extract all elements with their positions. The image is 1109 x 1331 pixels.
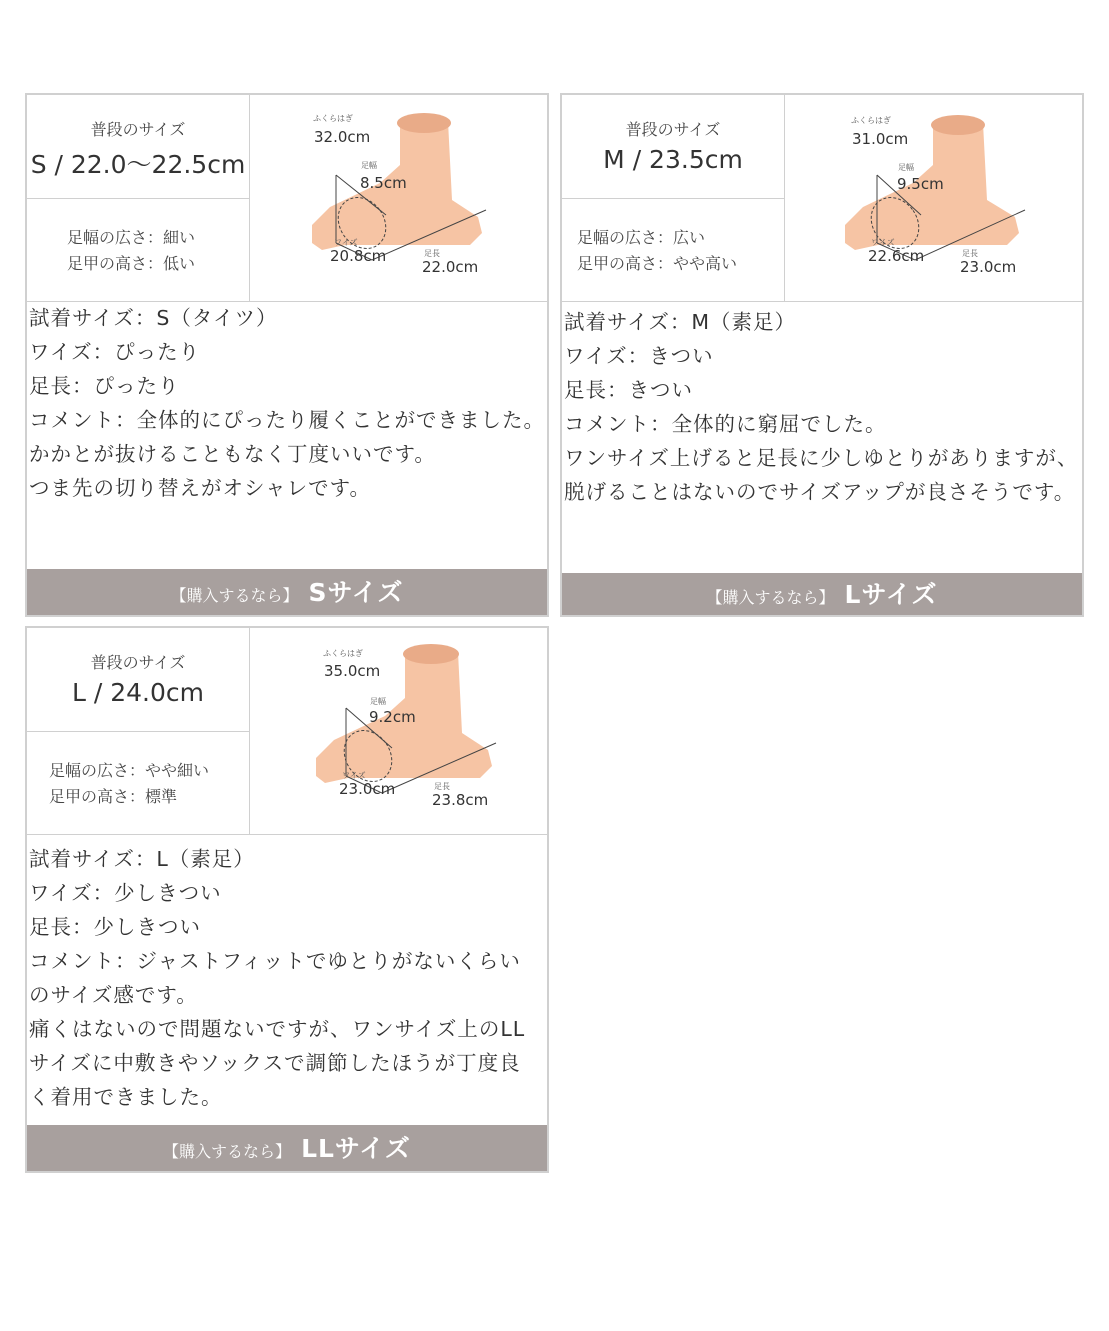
length-value: 23.8cm	[432, 791, 489, 809]
usual-size-box	[562, 95, 785, 199]
buy-prefix: 【購入するなら】	[706, 588, 835, 607]
buy-prefix: 【購入するなら】	[170, 586, 299, 605]
comment-line: 足長：少しきつい	[29, 915, 201, 939]
width-value: 9.5cm	[897, 175, 944, 193]
wise-label: ワイズ	[342, 771, 366, 780]
foot-diagram	[250, 95, 547, 301]
calf-value: 35.0cm	[324, 662, 381, 680]
review-comments	[29, 301, 547, 505]
usual-size-value: L / 24.0cm	[71, 678, 204, 707]
foot-shape-box	[562, 198, 785, 301]
wise-value: 22.6cm	[868, 247, 925, 265]
comment-line: 試着サイズ：L（素足）	[29, 847, 255, 871]
comment-line: サイズに中敷きやソックスで調節したほうが丁度良	[29, 1051, 521, 1075]
usual-size-label: 普段のサイズ	[90, 120, 186, 139]
length-label: 足長	[434, 782, 450, 791]
width-label: 足幅	[361, 161, 377, 170]
foot-width-text: 足幅の広さ：やや細い	[49, 761, 210, 780]
usual-size-label: 普段のサイズ	[625, 120, 721, 139]
foot-shape-box	[27, 731, 250, 834]
recommended-size: LLサイズ	[301, 1134, 411, 1163]
comment-line: コメント：全体的に窮屈でした。	[564, 412, 887, 436]
comment-line: 脱げることはないのでサイズアップが良さそうです。	[564, 480, 1076, 504]
calf-label: ふくらはぎ	[323, 649, 363, 658]
card-header	[562, 95, 1082, 302]
comment-line: つま先の切り替えがオシャレです。	[29, 476, 371, 500]
length-value: 23.0cm	[960, 258, 1017, 276]
calf-label: ふくらはぎ	[851, 116, 891, 125]
wise-value: 20.8cm	[330, 247, 387, 265]
wise-label: ワイズ	[871, 238, 895, 247]
recommended-size: Lサイズ	[844, 580, 938, 609]
calf-value: 31.0cm	[852, 130, 909, 148]
foot-diagram	[250, 628, 547, 834]
buy-prefix: 【購入するなら】	[163, 1142, 292, 1161]
comment-line: 痛くはないので問題ないですが、ワンサイズ上のLL	[29, 1017, 526, 1041]
wise-value: 23.0cm	[339, 780, 396, 798]
comment-line: く着用できました。	[29, 1085, 223, 1109]
comment-line: かかとが抜けることもなく丁度いいです。	[29, 442, 436, 466]
length-label: 足長	[962, 249, 978, 258]
comment-line: 足長：ぴったり	[29, 374, 180, 398]
usual-size-value: S / 22.0〜22.5cm	[30, 150, 246, 179]
recommended-size-bar	[27, 569, 547, 615]
foot-illustration	[250, 628, 547, 834]
review-comments	[29, 842, 547, 1114]
comment-line: コメント：ジャストフィットでゆとりがないくらい	[29, 949, 521, 973]
card-header	[27, 628, 547, 835]
comment-line: コメント：全体的にぴったり履くことができました。	[29, 408, 545, 432]
usual-size-value: M / 23.5cm	[603, 145, 743, 174]
instep-height-text: 足甲の高さ：やや高い	[577, 254, 738, 273]
foot-width-text: 足幅の広さ：広い	[577, 228, 706, 247]
wise-label: ワイズ	[334, 238, 358, 247]
width-label: 足幅	[898, 163, 914, 172]
instep-height-text: 足甲の高さ：低い	[67, 254, 196, 273]
recommended-size-bar	[27, 1125, 547, 1171]
comment-line: 足長：きつい	[564, 378, 693, 402]
review-comments	[564, 305, 1082, 509]
width-value: 8.5cm	[360, 174, 407, 192]
foot-illustration	[785, 95, 1082, 301]
instep-height-text: 足甲の高さ：標準	[49, 787, 178, 806]
width-label: 足幅	[370, 697, 386, 706]
foot-width-text: 足幅の広さ：細い	[67, 228, 196, 247]
calf-value: 32.0cm	[314, 128, 371, 146]
foot-illustration	[250, 95, 547, 301]
width-value: 9.2cm	[369, 708, 416, 726]
length-label: 足長	[424, 249, 440, 258]
comment-line: 試着サイズ：M（素足）	[564, 310, 797, 334]
length-value: 22.0cm	[422, 258, 479, 276]
comment-line: ワイズ：ぴったり	[29, 340, 201, 364]
review-card-s	[25, 93, 549, 617]
usual-size-box	[27, 628, 250, 732]
foot-shape-box	[27, 198, 250, 301]
recommended-size-bar	[562, 573, 1082, 615]
usual-size-label: 普段のサイズ	[90, 653, 186, 672]
review-card-m	[560, 93, 1084, 617]
comment-line: ワイズ：きつい	[564, 344, 714, 368]
calf-label: ふくらはぎ	[313, 114, 353, 123]
review-card-l	[25, 626, 549, 1173]
comment-line: ワイズ：少しきつい	[29, 881, 222, 905]
recommended-size: Sサイズ	[308, 578, 404, 607]
comment-line: のサイズ感です。	[29, 983, 198, 1007]
usual-size-box	[27, 95, 250, 199]
card-header	[27, 95, 547, 302]
comment-line: 試着サイズ：S（タイツ）	[29, 306, 278, 330]
foot-diagram	[785, 95, 1082, 301]
comment-line: ワンサイズ上げると足長に少しゆとりがありますが、	[564, 446, 1079, 470]
